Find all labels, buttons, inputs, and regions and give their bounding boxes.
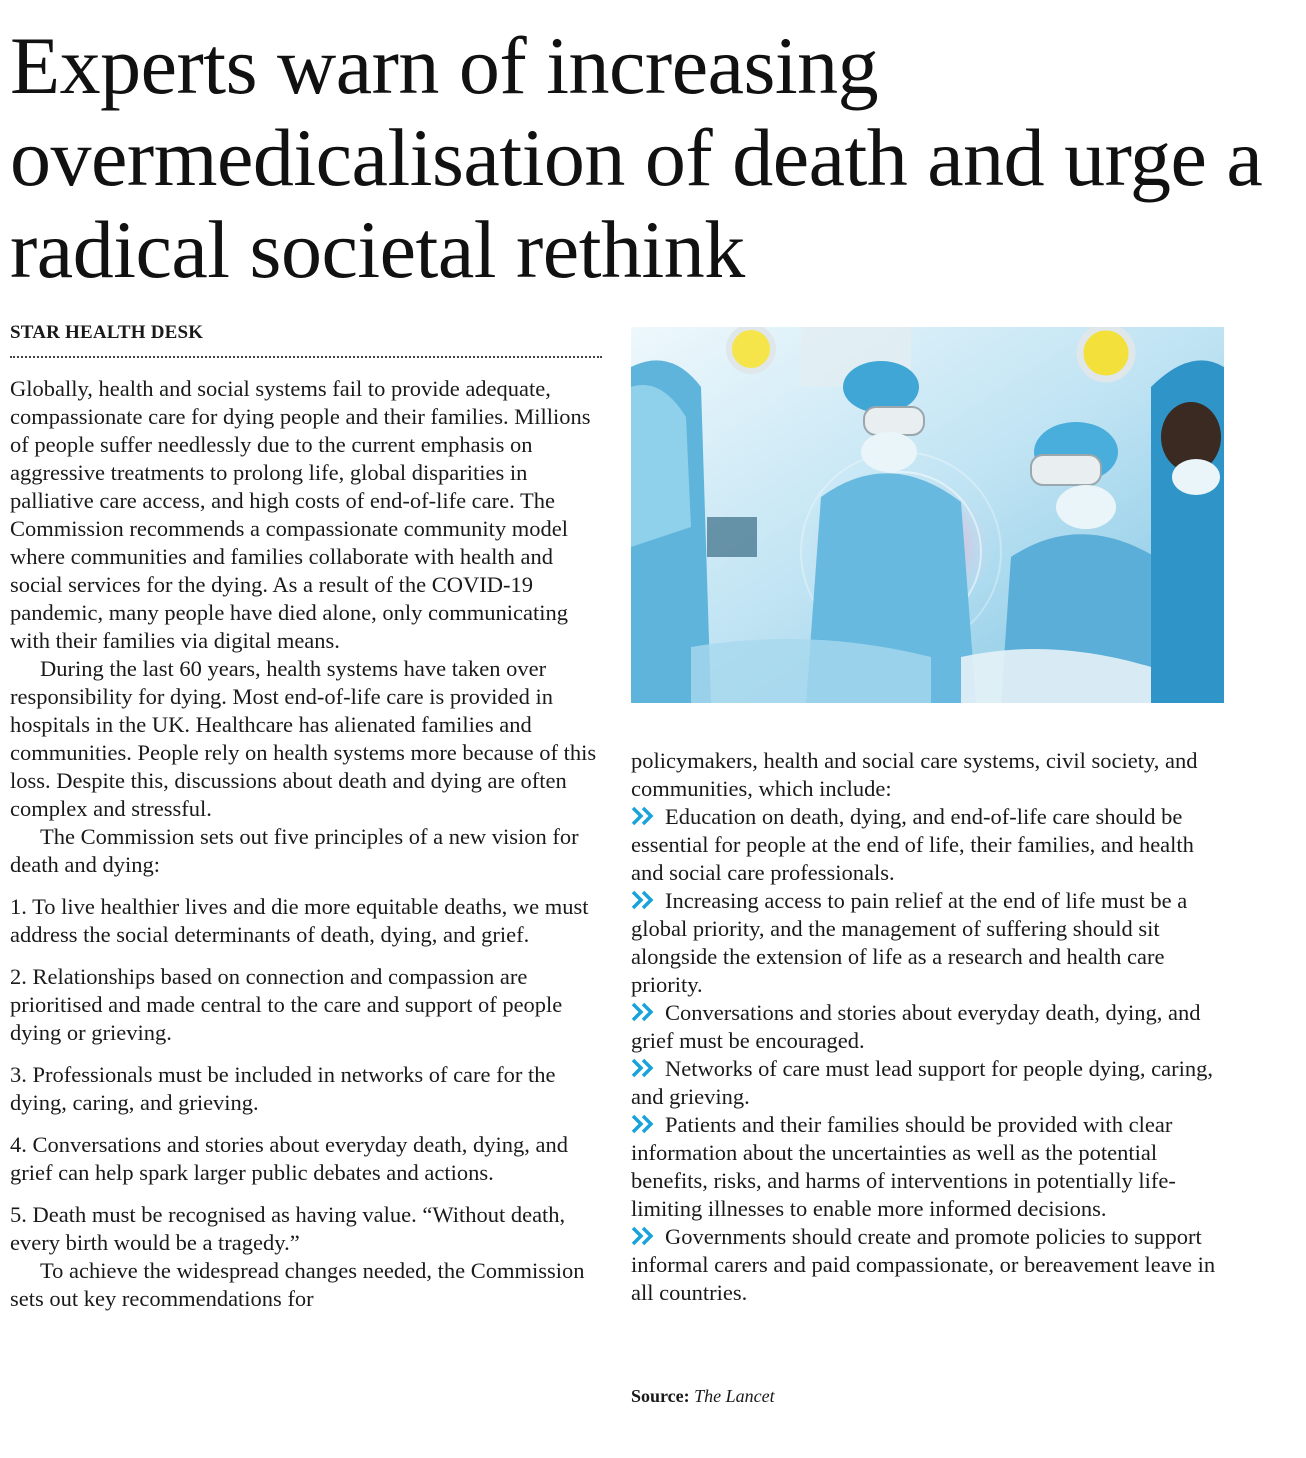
left-column [10, 375, 606, 1313]
body-paragraph-4: To achieve the widespread changes needed, the Commission sets out key recommendations for [10, 1258, 585, 1311]
body-paragraph-2: During the last 60 years, health systems have taken over responsibility for dying. Most end-of-life care is provided in hospitals in the UK. Healthcare has alienated families and communities. People rely on health systems more because of this loss. Despite this, discussions about death and dying are often complex and stressful. [10, 656, 597, 821]
recommendation-3 [631, 999, 1227, 1055]
recommendation-4-text: Networks of care must lead support for people dying, caring, and grieving. [631, 1056, 1213, 1109]
body-paragraph-1: Globally, health and social systems fail to provide adequate, compassionate care for dying people and their families. Millions of people suffer needlessly due to the current emphasis on aggressive treatments to prolong life, global disparities in palliative care access, and high costs of end-of-life care. The Commission recommends a compassionate community model where communities and families collaborate with health and social services for the dying. As a result of the COVID-19 pandemic, many people have died alone, only communicating with their families via digital means. [10, 376, 591, 653]
headline: Experts warn of increasing overmedicalisation of death and urge a radical societal rethink [10, 20, 1263, 295]
recommendation-6 [631, 1223, 1227, 1307]
principle-2: 2. Relationships based on connection and compassion are prioritised and made central to the care and support of people dying or grieving. [10, 964, 563, 1045]
double-chevron-icon [631, 1114, 657, 1134]
double-chevron-icon [631, 890, 657, 910]
byline: STAR HEALTH DESK [10, 322, 204, 343]
source-credit [631, 1386, 775, 1407]
recommendation-5-text: Patients and their families should be provided with clear information about the uncertainties as well as the potential benefits, risks, and harms of interventions in potentially life-limiting illnesses to enable more informed decisions. [631, 1112, 1176, 1221]
double-chevron-icon [631, 1226, 657, 1246]
surgeons-vr-illustration [631, 327, 1224, 703]
recommendation-1 [631, 803, 1227, 887]
recommendation-3-text: Conversations and stories about everyday death, dying, and grief must be encouraged. [631, 1000, 1201, 1053]
principle-5: 5. Death must be recognised as having value. “Without death, every birth would be a tragedy.” [10, 1202, 566, 1255]
recommendation-6-text: Governments should create and promote policies to support informal carers and paid compassionate, or bereavement leave in all countries. [631, 1224, 1216, 1305]
right-column [631, 747, 1227, 1307]
double-chevron-icon [631, 806, 657, 826]
recommendation-5 [631, 1111, 1227, 1223]
source-value: The Lancet [694, 1386, 775, 1406]
continuation-paragraph: policymakers, health and social care systems, civil society, and communities, which include: [631, 748, 1198, 801]
recommendation-4 [631, 1055, 1227, 1111]
principle-3: 3. Professionals must be included in networks of care for the dying, caring, and grieving. [10, 1062, 556, 1115]
principle-4: 4. Conversations and stories about everyday death, dying, and grief can help spark larger public debates and actions. [10, 1132, 568, 1185]
recommendation-2-text: Increasing access to pain relief at the end of life must be a global priority, and the management of suffering should sit alongside the extension of life as a research and health care priority. [631, 888, 1188, 997]
source-label: Source: [631, 1386, 690, 1406]
double-chevron-icon [631, 1058, 657, 1078]
recommendation-2 [631, 887, 1227, 999]
byline-divider [10, 356, 602, 358]
double-chevron-icon [631, 1002, 657, 1022]
body-paragraph-3: The Commission sets out five principles of a new vision for death and dying: [10, 824, 579, 877]
principle-1: 1. To live healthier lives and die more equitable deaths, we must address the social determinants of death, dying, and grief. [10, 894, 589, 947]
surgeons-vr-photo [631, 327, 1224, 703]
recommendation-1-text: Education on death, dying, and end-of-life care should be essential for people at the end of life, their families, and health and social care professionals. [631, 804, 1194, 885]
